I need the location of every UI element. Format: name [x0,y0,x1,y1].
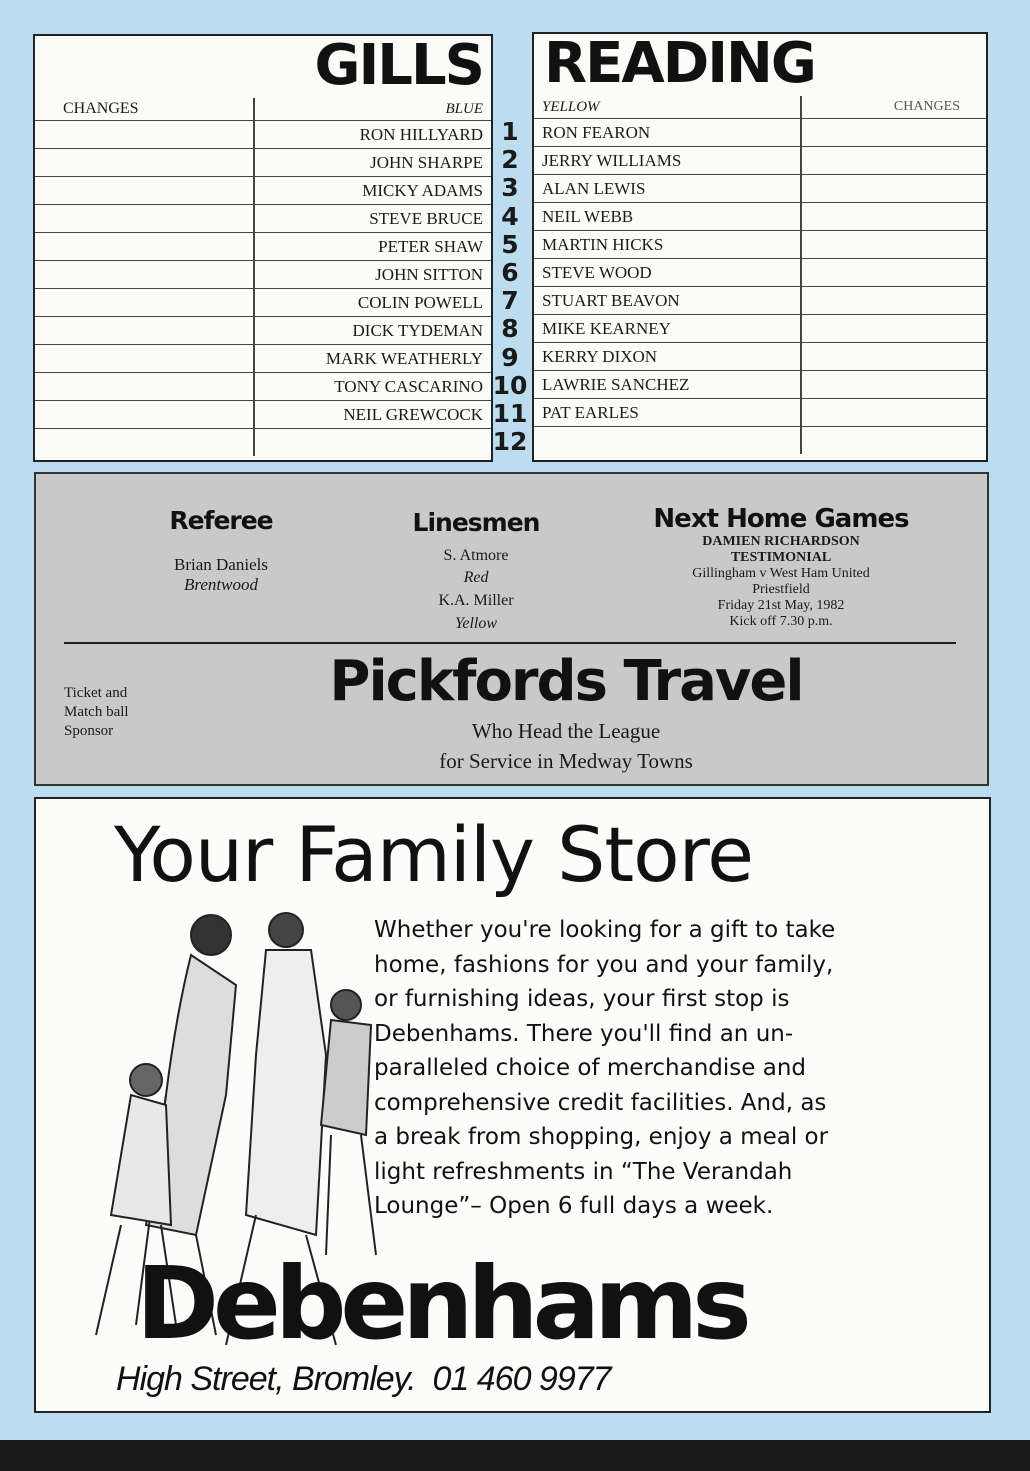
shirt-number: 11 [492,398,528,428]
player-name: STUART BEAVON [534,287,801,315]
change-cell[interactable] [35,289,254,317]
player-name: RON FEARON [534,119,801,147]
table-row [534,203,986,231]
table-row [35,149,491,177]
table-row [534,175,986,203]
linesmen-heading: Linesmen [412,508,540,537]
page-bottom-edge [0,1440,1030,1471]
shirt-number: 3 [501,173,519,203]
player-name [254,429,491,457]
away-changes-header: CHANGES [893,99,960,114]
player-name: DICK TYDEMAN [254,317,491,345]
table-row [534,427,986,455]
table-row [534,399,986,427]
table-row [534,119,986,147]
sponsor-tagline-line: Who Head the League [471,719,661,743]
linesman-2-flag: Yellow [454,615,498,632]
change-cell[interactable] [801,343,986,371]
change-cell[interactable] [35,121,254,149]
player-name: ALAN LEWIS [534,175,801,203]
next-game-line: Friday 21st May, 1982 [717,598,845,613]
player-name: JOHN SHARPE [254,149,491,177]
referee-heading: Referee [169,506,273,535]
away-colour-label: YELLOW [534,96,801,119]
table-row [35,317,491,345]
shirt-number: 7 [501,286,519,316]
change-cell[interactable] [35,177,254,205]
advert-body-line: or furnishing ideas, your first stop is [374,986,790,1012]
player-name [534,427,801,455]
away-team-sheet [532,32,988,462]
advert-body-line: a break from shopping, enjoy a meal or [374,1124,829,1150]
change-cell[interactable] [35,205,254,233]
advert-body-line: Whether you're looking for a gift to take [374,917,836,943]
player-name: NEIL WEBB [534,203,801,231]
change-cell[interactable] [801,203,986,231]
shirt-number: 5 [501,229,519,259]
home-team-sheet [33,34,493,462]
debenhams-logo: Debenhams [136,1245,746,1362]
change-cell[interactable] [35,233,254,261]
sponsor-label-line: Ticket and [64,685,128,701]
home-team-name: GILLS [314,33,483,98]
linesman-1-name: S. Atmore [443,547,509,564]
debenhams-advert [34,797,991,1413]
next-game-line: Priestfield [752,582,810,597]
linesman-1-flag: Red [463,569,489,586]
shirt-number: 9 [501,342,519,372]
shirt-number-column [488,118,532,456]
player-name: STEVE BRUCE [254,205,491,233]
shirt-number: 8 [501,314,519,344]
change-cell[interactable] [35,401,254,429]
referee-name: Brian Daniels [174,555,268,574]
change-cell[interactable] [801,427,986,455]
table-row [534,259,986,287]
player-name: TONY CASCARINO [254,373,491,401]
change-cell[interactable] [801,259,986,287]
shirt-number: 4 [501,201,519,231]
player-name: PETER SHAW [254,233,491,261]
change-cell[interactable] [35,261,254,289]
table-row [35,233,491,261]
player-name: JOHN SITTON [254,261,491,289]
change-cell[interactable] [35,429,254,457]
home-colour-label: BLUE [445,100,483,117]
player-name: MIKE KEARNEY [534,315,801,343]
change-cell[interactable] [801,147,986,175]
change-cell[interactable] [35,317,254,345]
home-lineup-table [35,98,491,456]
player-name: JERRY WILLIAMS [534,147,801,175]
player-name: PAT EARLES [534,399,801,427]
table-row [534,343,986,371]
change-cell[interactable] [801,119,986,147]
panel-divider [64,642,956,644]
linesman-2-name: K.A. Miller [438,592,514,609]
shirt-number: 2 [501,145,519,175]
referee-town: Brentwood [184,575,258,594]
table-row [534,371,986,399]
referee-block [126,506,316,595]
advert-body-line: Debenhams. There you'll find an un- [374,1020,794,1047]
advert-body-line: home, fashions for you and your family, [374,951,834,978]
player-name: MARTIN HICKS [534,231,801,259]
away-lineup-table [534,96,986,454]
player-name: COLIN POWELL [254,289,491,317]
sponsor-name: Pickfords Travel [329,649,803,714]
sponsor-label [64,684,129,741]
table-row [35,205,491,233]
table-row [35,401,491,429]
shirt-number: 10 [492,370,528,400]
table-row [534,287,986,315]
next-home-games-block [631,504,931,630]
change-cell[interactable] [801,315,986,343]
advert-body-line: comprehensive credit facilities. And, as [374,1089,827,1116]
table-row [35,345,491,373]
advert-body-line: Lounge”– Open 6 full days a week. [374,1193,774,1219]
sponsor-tagline [266,716,866,776]
advert-body [374,913,954,1224]
change-cell[interactable] [801,287,986,315]
change-cell[interactable] [801,399,986,427]
shirt-number: 6 [501,257,519,287]
table-row [35,373,491,401]
table-row [35,177,491,205]
player-name: LAWRIE SANCHEZ [534,371,801,399]
table-row [35,121,491,149]
change-cell[interactable] [35,373,254,401]
table-row [534,315,986,343]
change-cell[interactable] [35,149,254,177]
change-cell[interactable] [801,371,986,399]
advert-body-line: paralleled choice of merchandise and [374,1055,807,1081]
next-game-line: TESTIMONIAL [730,550,832,565]
table-row [35,289,491,317]
advert-body-line: light refreshments in “The Verandah [374,1158,793,1185]
advert-headline: Your Family Store [114,810,753,899]
player-name: MICKY ADAMS [254,177,491,205]
sponsor-tagline-line: for Service in Medway Towns [439,749,693,773]
next-home-games-heading: Next Home Games [653,504,909,534]
change-cell[interactable] [801,231,986,259]
officials-panel [34,472,989,786]
next-game-line: Gillingham v West Ham United [692,566,870,581]
shirt-number: 12 [492,427,528,457]
table-row [534,231,986,259]
player-name: STEVE WOOD [534,259,801,287]
home-changes-header: CHANGES [35,98,254,121]
next-game-line: DAMIEN RICHARDSON [702,534,860,549]
linesmen-block [376,508,576,635]
shirt-number: 1 [501,117,519,146]
change-cell[interactable] [801,175,986,203]
player-name: NEIL GREWCOCK [254,401,491,429]
table-row [534,147,986,175]
player-name: KERRY DIXON [534,343,801,371]
next-game-line: Kick off 7.30 p.m. [729,614,833,629]
sponsor-label-line: Sponsor [64,723,114,739]
table-row [35,261,491,289]
sponsor-label-line: Match ball [64,704,129,720]
table-row [35,429,491,457]
player-name: RON HILLYARD [254,121,491,149]
away-team-name: READING [544,31,815,96]
store-address: High Street, Bromley. 01 460 9977 [116,1360,611,1398]
change-cell[interactable] [35,345,254,373]
player-name: MARK WEATHERLY [254,345,491,373]
